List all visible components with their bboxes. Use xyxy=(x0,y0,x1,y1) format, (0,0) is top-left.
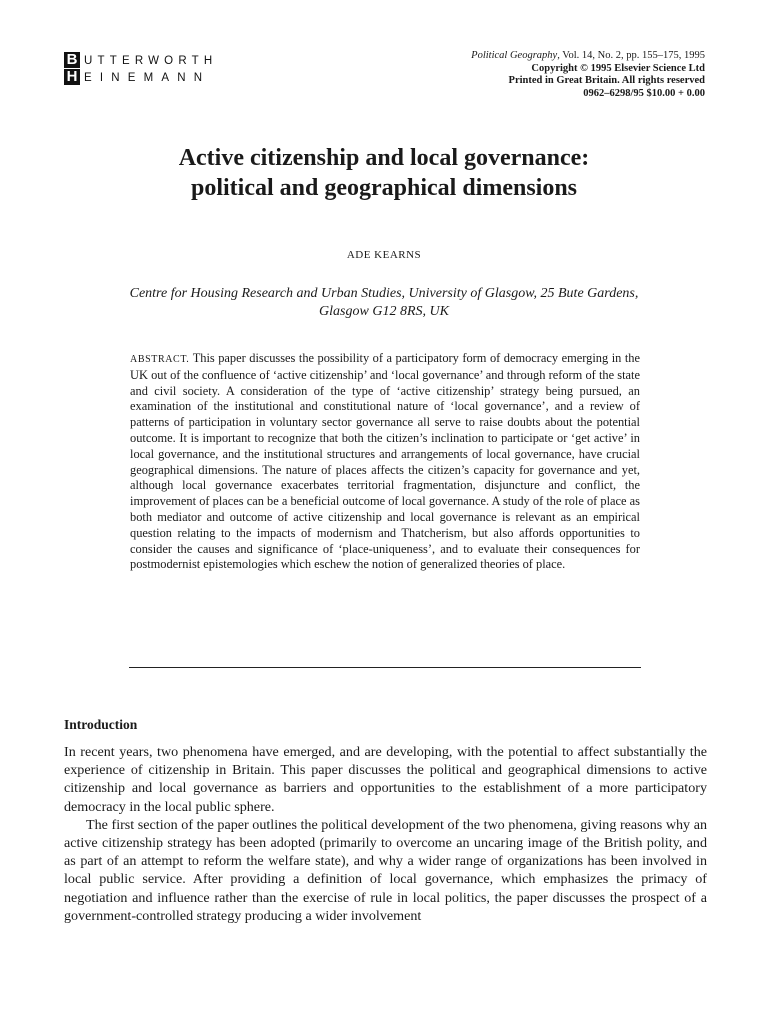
publisher-logo xyxy=(64,52,254,86)
introduction-paragraph-2: The first section of the paper outlines the political development of the two phenomena, giving reasons why an active citizenship strategy has been adopted (primarily to overcome an uncaring image of the British polity, and as part of an attempt to reform the welfare state), and why a wider range of organizations has been involved in local public service. After providing a definition of local governance, which emphasizes the primacy of negotiation and influence rather than the exercise of rule in local politics, the paper discusses the prospect of a government-controlled strategy producing a wider involvement xyxy=(64,816,707,924)
affiliation-line-1: Centre for Housing Research and Urban Studies, University of Glasgow, 25 Bute Gardens, xyxy=(129,286,639,301)
journal-printed: Printed in Great Britain. All rights reserved xyxy=(508,75,705,86)
journal-copyright: Copyright © 1995 Elsevier Science Ltd xyxy=(531,62,705,74)
logo-word-einemann: EINEMANN xyxy=(84,72,211,84)
article-title xyxy=(0,143,768,203)
logo-word-utterworth: UTTERWORTH xyxy=(84,55,218,67)
title-line-1: Active citizenship and local governance: xyxy=(178,145,590,171)
abstract-label: ABSTRACT. xyxy=(130,354,190,365)
author-name: ADE KEARNS xyxy=(346,249,422,261)
section-heading-introduction: Introduction xyxy=(64,717,138,732)
abstract xyxy=(130,351,640,573)
journal-citation xyxy=(385,50,705,100)
title-line-2: political and geographical dimensions xyxy=(190,175,578,201)
journal-volume-pages: , Vol. 14, No. 2, pp. 155–175, 1995 xyxy=(557,50,705,61)
abstract-text: This paper discusses the possibility of a participatory form of democracy emerging in the UK out of the confluence of ‘active citizenship’ and ‘local governance’ and through reform of the state and civil society. A consideration of the type of ‘active citizenship’ strategy being pursued, an examination of the institutional and constitutional nature of ‘local governance’, and a review of patterns of participation in voluntary sector governance all serve to raise doubts about the potential outcome. It is important to recognize that both the citizen’s inclination to participate or ‘get active’ in local governance, and the institutional structures and arrangements of local governance, have crucial geographical dimensions. The nature of places affects the citizen’s capacity for governance and yet, although local governance exacerbates territorial fragmentation, disjuncture and conflict, the improvement of places can be a beneficial outcome of local governance. A study of the role of place as both mediator and outcome of active citizenship and local governance is relevant as an empirical question relating to the impacts of modernism and Thatcherism, but also affords opportunities to consider the causes and significance of ‘place-uniqueness’, and to evaluate their consequences for postmodernist epistemologies which eschew the notion of generalized theories of place. xyxy=(130,351,641,572)
journal-name: Political Geography xyxy=(471,50,558,61)
journal-line-volume xyxy=(385,50,705,63)
logo-letter-b: B xyxy=(64,52,80,68)
affiliation-line-2: Glasgow G12 8RS, UK xyxy=(319,304,449,319)
logo-letter-h: H xyxy=(64,69,80,85)
introduction-body xyxy=(64,743,707,925)
abstract-divider xyxy=(129,667,641,668)
author-affiliation xyxy=(58,285,710,321)
introduction-paragraph-1: In recent years, two phenomena have emerged, and are developing, with the potential to affect substantially the experience of citizenship in Britain. This paper discusses the political and geographical dimensions to active citizenship and local governance as barriers and opportunities to the establishment of a more participatory democracy in the local public sphere. xyxy=(64,744,707,815)
journal-issn: 0962–6298/95 $10.00 + 0.00 xyxy=(583,87,705,99)
